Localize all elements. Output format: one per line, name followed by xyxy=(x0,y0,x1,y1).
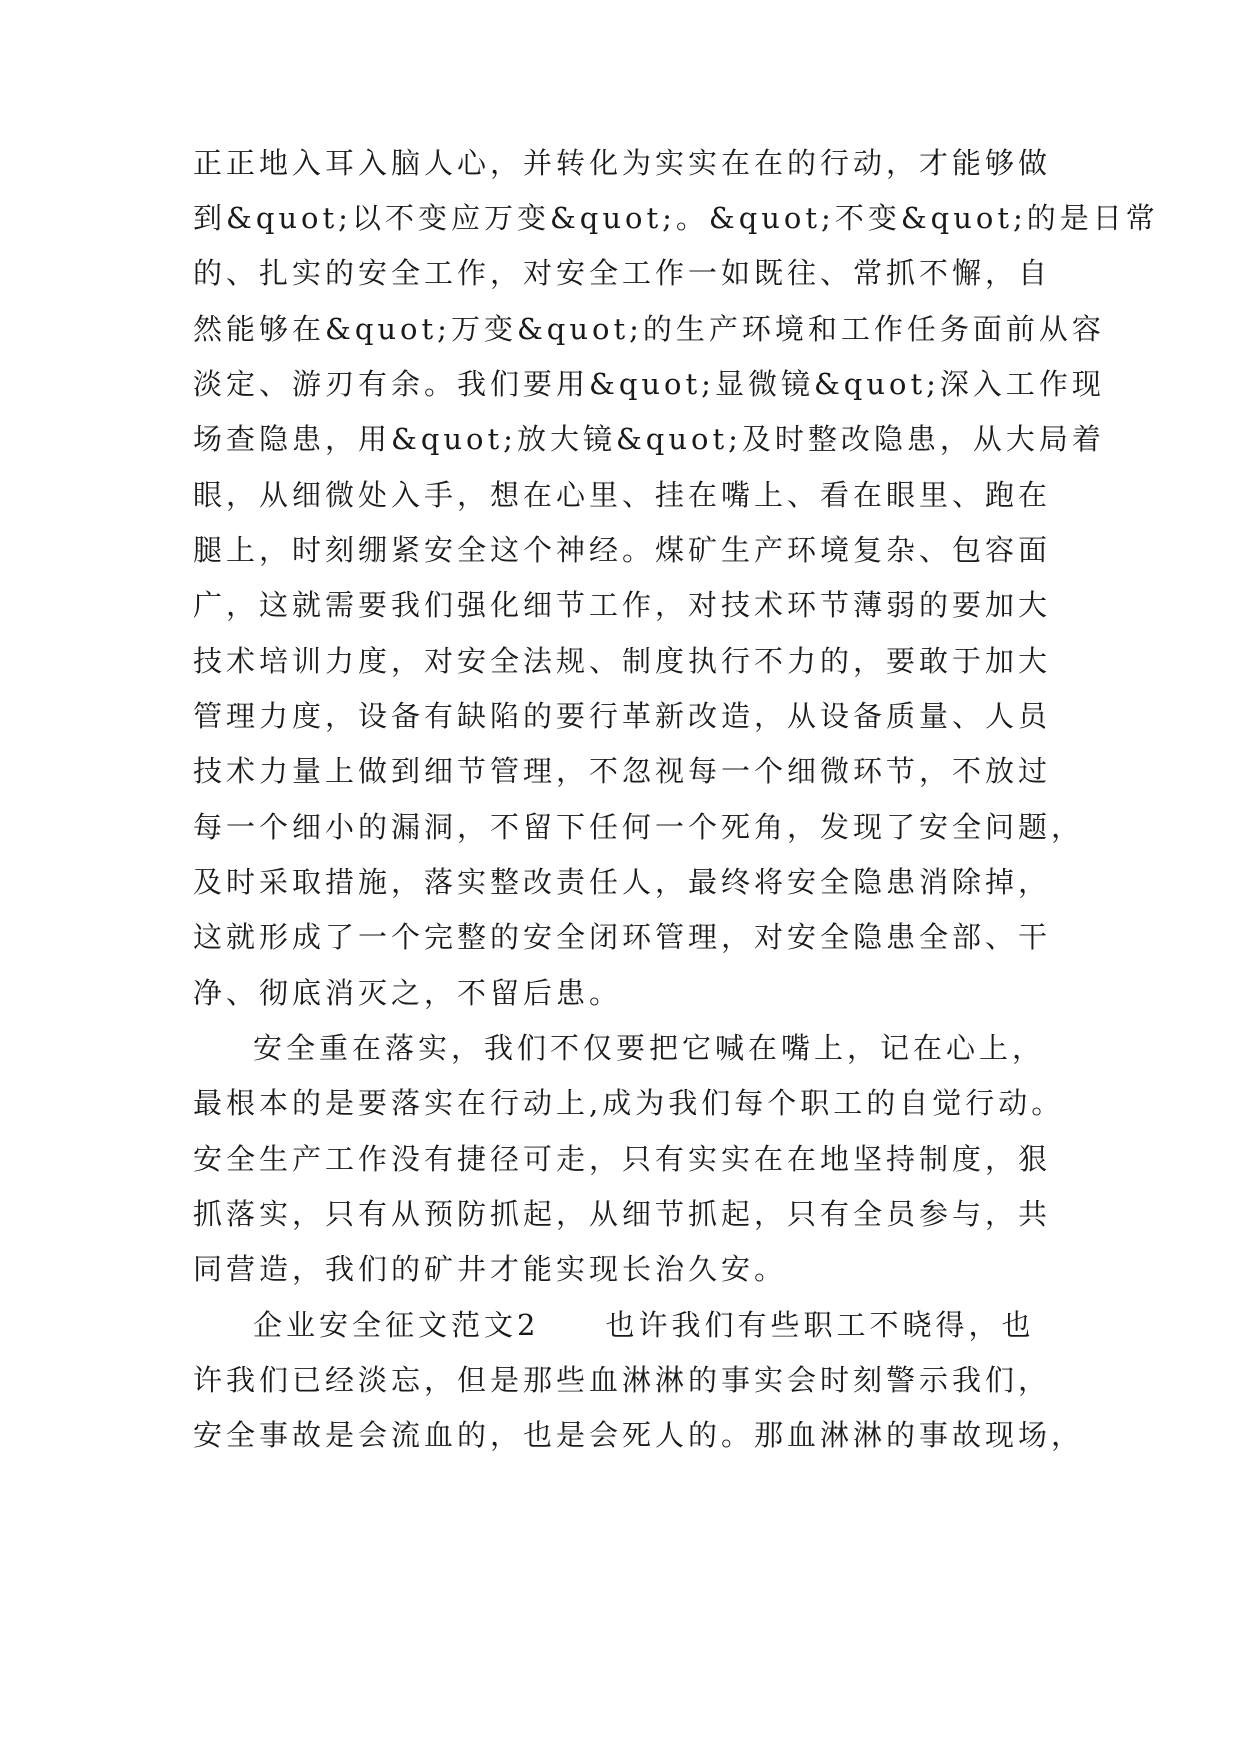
text-line: 同营造，我们的矿井才能实现长治久安。 xyxy=(193,1252,788,1286)
text-line: 眼，从细微处入手，想在心里、挂在嘴上、看在眼里、跑在 xyxy=(193,478,1052,512)
text-line: 场查隐患，用&quot;放大镜&quot;及时整改隐患，从大局着 xyxy=(193,422,1105,456)
text-line: 最根本的是要落实在行动上,成为我们每个职工的自觉行动。 xyxy=(193,1086,1065,1120)
text-line: 然能够在&quot;万变&quot;的生产环境和工作任务面前从容 xyxy=(193,312,1105,346)
text-line: 安全事故是会流血的，也是会死人的。那血淋淋的事故现场， xyxy=(193,1418,1085,1452)
text-line: 腿上，时刻绷紧安全这个神经。煤矿生产环境复杂、包容面 xyxy=(193,533,1052,567)
text-line: 技术力量上做到细节管理，不忽视每一个细微环节，不放过 xyxy=(193,754,1052,788)
paragraph-first-line: 安全重在落实，我们不仅要把它喊在嘴上，记在心上， xyxy=(253,1031,1046,1065)
text-line: 抓落实，只有从预防抓起，从细节抓起，只有全员参与，共 xyxy=(193,1197,1052,1231)
text-line: 正正地入耳入脑人心，并转化为实实在在的行动，才能够做 xyxy=(193,146,1052,180)
text-line: 及时采取措施，落实整改责任人，最终将安全隐患消除掉， xyxy=(193,865,1052,899)
text-line: 的、扎实的安全工作，对安全工作一如既往、常抓不懈，自 xyxy=(193,256,1052,290)
text-line: 安全生产工作没有捷径可走，只有实实在在地坚持制度，狠 xyxy=(193,1142,1052,1176)
text-line: 淡定、游刃有余。我们要用&quot;显微镜&quot;深入工作现 xyxy=(193,367,1105,401)
text-line: 管理力度，设备有缺陷的要行革新改造，从设备质量、人员 xyxy=(193,699,1052,733)
text-line: 广，这就需要我们强化细节工作，对技术环节薄弱的要加大 xyxy=(193,588,1052,622)
text-line: 这就形成了一个完整的安全闭环管理，对安全隐患全部、干 xyxy=(193,920,1052,954)
text-line: 净、彻底消灭之，不留后患。 xyxy=(193,976,623,1010)
section-heading-line: 企业安全征文范文2 也许我们有些职工不晓得，也 xyxy=(253,1308,1035,1342)
text-line: 技术培训力度，对安全法规、制度执行不力的，要敢于加大 xyxy=(193,644,1052,678)
text-line: 到&quot;以不变应万变&quot;。&quot;不变&quot;的是日常 xyxy=(193,201,1159,235)
text-line: 每一个细小的漏洞，不留下任何一个死角，发现了安全问题， xyxy=(193,810,1085,844)
text-line: 许我们已经淡忘，但是那些血淋淋的事实会时刻警示我们， xyxy=(193,1363,1052,1397)
